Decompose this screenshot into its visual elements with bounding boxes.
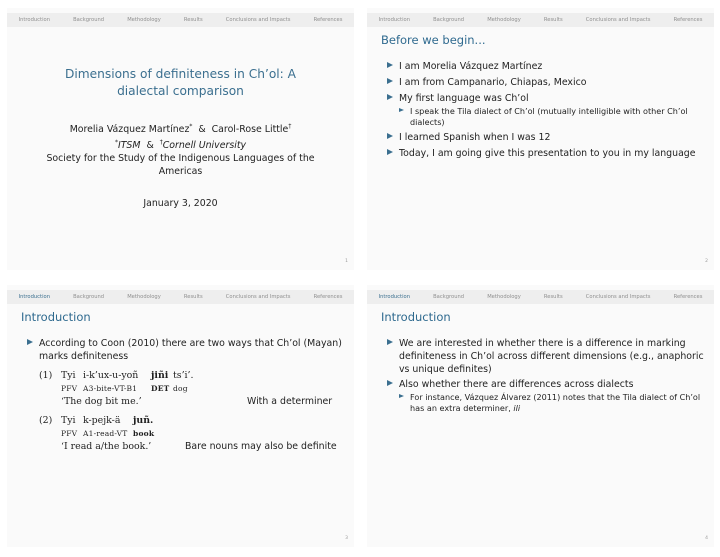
nav-conclusions[interactable]: Conclusions and Impacts bbox=[585, 294, 651, 300]
triangle-bullet-icon bbox=[387, 149, 393, 155]
navbar bbox=[7, 290, 354, 304]
nav-introduction[interactable]: Introduction bbox=[18, 17, 50, 23]
triangle-bullet-icon bbox=[399, 394, 404, 398]
slide-title bbox=[7, 8, 354, 270]
authors: Morelia Vázquez Martínez* & Carol-Rose Little† bbox=[69, 123, 292, 136]
nav-introduction[interactable]: Introduction bbox=[378, 294, 410, 300]
navbar bbox=[367, 290, 714, 304]
society: Society for the Study of the Indigenous Languages of the bbox=[46, 153, 315, 165]
affiliations: *ITSM & †Cornell University bbox=[114, 139, 247, 152]
nav-results[interactable]: Results bbox=[543, 17, 563, 23]
nav-background[interactable]: Background bbox=[73, 17, 105, 23]
triangle-bullet-icon bbox=[387, 78, 393, 84]
sub-list-item: I speak the Tila dialect of Ch’ol (mutually intelligible with other Ch’ol dialects) bbox=[399, 106, 702, 128]
triangle-bullet-icon bbox=[387, 339, 393, 345]
example-note: Bare nouns may also be definite bbox=[185, 441, 337, 452]
nav-results[interactable]: Results bbox=[183, 17, 203, 23]
example-1: (1) Tyi i-k’ux-u-yoñ jiñi ts’i’. PFV A3-bite-VT-B1 DET dog ‘The dog bit me.’ With a determiner bbox=[27, 369, 342, 408]
slide-introduction-1 bbox=[7, 285, 354, 547]
presentation-title: Dimensions of definiteness in Ch’ol: A dialectal comparison bbox=[65, 67, 296, 98]
bullet-list bbox=[387, 337, 705, 416]
nav-background[interactable]: Background bbox=[433, 294, 465, 300]
nav-references[interactable]: References bbox=[673, 294, 703, 300]
navbar bbox=[7, 13, 354, 27]
nav-introduction[interactable]: Introduction bbox=[18, 294, 50, 300]
list-item: Also whether there are differences across dialects For instance, Vázquez Álvarez (2011) notes that the Tila dialect of Ch’ol has an extra determiner, ili bbox=[387, 378, 705, 414]
list-item: I learned Spanish when I was 12 bbox=[387, 131, 702, 144]
slide-before-we-begin bbox=[367, 8, 714, 270]
slide-introduction-2 bbox=[367, 285, 714, 547]
sub-list-item: For instance, Vázquez Álvarez (2011) notes that the Tila dialect of Ch’ol has an extra determiner, ili bbox=[399, 392, 705, 414]
author-block: Morelia Vázquez Martínez* & Carol-Rose Little† *ITSM & †Cornell University Society for the Study of the Indigenous Languages of the Americas bbox=[7, 120, 354, 178]
frame-title: Introduction bbox=[21, 310, 91, 324]
list-item: We are interested in whether there is a difference in marking definiteness in Ch’ol across different dimensions (e.g., anaphoric vs unique definites) bbox=[387, 337, 705, 376]
nav-methodology[interactable]: Methodology bbox=[487, 294, 521, 300]
page-number: 3 bbox=[345, 536, 348, 541]
example-words: Tyi i-k’ux-u-yoñ jiñi ts’i’. bbox=[61, 370, 194, 381]
nav-conclusions[interactable]: Conclusions and Impacts bbox=[585, 17, 651, 23]
page-number: 2 bbox=[705, 259, 708, 264]
nav-conclusions[interactable]: Conclusions and Impacts bbox=[225, 17, 291, 23]
list-item: Today, I am going give this presentation to you in my language bbox=[387, 147, 702, 160]
presentation-date: January 3, 2020 bbox=[143, 198, 218, 209]
nav-results[interactable]: Results bbox=[183, 294, 203, 300]
example-words: Tyi k-pejk-ä juñ. bbox=[61, 415, 154, 426]
example-note: With a determiner bbox=[247, 396, 333, 407]
triangle-bullet-icon bbox=[399, 108, 404, 112]
nav-methodology[interactable]: Methodology bbox=[487, 17, 521, 23]
triangle-bullet-icon bbox=[387, 94, 393, 100]
frame-title: Introduction bbox=[381, 310, 451, 324]
list-item: According to Coon (2010) there are two ways that Ch’ol (Mayan) marks definiteness bbox=[27, 337, 342, 363]
example-gloss: PFV A1-read-VT book bbox=[61, 429, 155, 438]
nav-results[interactable]: Results bbox=[543, 294, 563, 300]
list-item: I am from Campanario, Chiapas, Mexico bbox=[387, 76, 702, 89]
page-number: 1 bbox=[345, 259, 348, 264]
bullet-list bbox=[387, 60, 702, 163]
nav-references[interactable]: References bbox=[313, 294, 343, 300]
slide-content bbox=[27, 337, 342, 453]
nav-background[interactable]: Background bbox=[433, 17, 465, 23]
author-2: Carol-Rose Little bbox=[211, 124, 289, 136]
list-item: I am Morelia Vázquez Martínez bbox=[387, 60, 702, 73]
frame-title: Before we begin... bbox=[381, 33, 486, 47]
navbar bbox=[367, 13, 714, 27]
author-1: Morelia Vázquez Martínez bbox=[69, 124, 190, 136]
triangle-bullet-icon bbox=[387, 62, 393, 68]
nav-methodology[interactable]: Methodology bbox=[127, 294, 161, 300]
example-translation: ‘The dog bit me.’ With a determiner bbox=[61, 396, 333, 407]
nav-introduction[interactable]: Introduction bbox=[378, 17, 410, 23]
nav-conclusions[interactable]: Conclusions and Impacts bbox=[225, 294, 291, 300]
example-gloss: PFV A3-bite-VT-B1 DET dog bbox=[61, 384, 188, 393]
nav-methodology[interactable]: Methodology bbox=[127, 17, 161, 23]
nav-references[interactable]: References bbox=[313, 17, 343, 23]
nav-background[interactable]: Background bbox=[73, 294, 105, 300]
page-number: 4 bbox=[705, 536, 708, 541]
list-item: My first language was Ch’ol I speak the Tila dialect of Ch’ol (mutually intelligible with other Ch’ol dialects) bbox=[387, 92, 702, 128]
nav-references[interactable]: References bbox=[673, 17, 703, 23]
triangle-bullet-icon bbox=[387, 133, 393, 139]
example-translation: ‘I read a/the book.’ Bare nouns may also be definite bbox=[61, 441, 337, 452]
triangle-bullet-icon bbox=[387, 380, 393, 386]
example-2: (2) Tyi k-pejk-ä juñ. PFV A1-read-VT book ‘I read a/the book.’ Bare nouns may also be definite bbox=[27, 414, 342, 453]
triangle-bullet-icon bbox=[27, 339, 33, 345]
